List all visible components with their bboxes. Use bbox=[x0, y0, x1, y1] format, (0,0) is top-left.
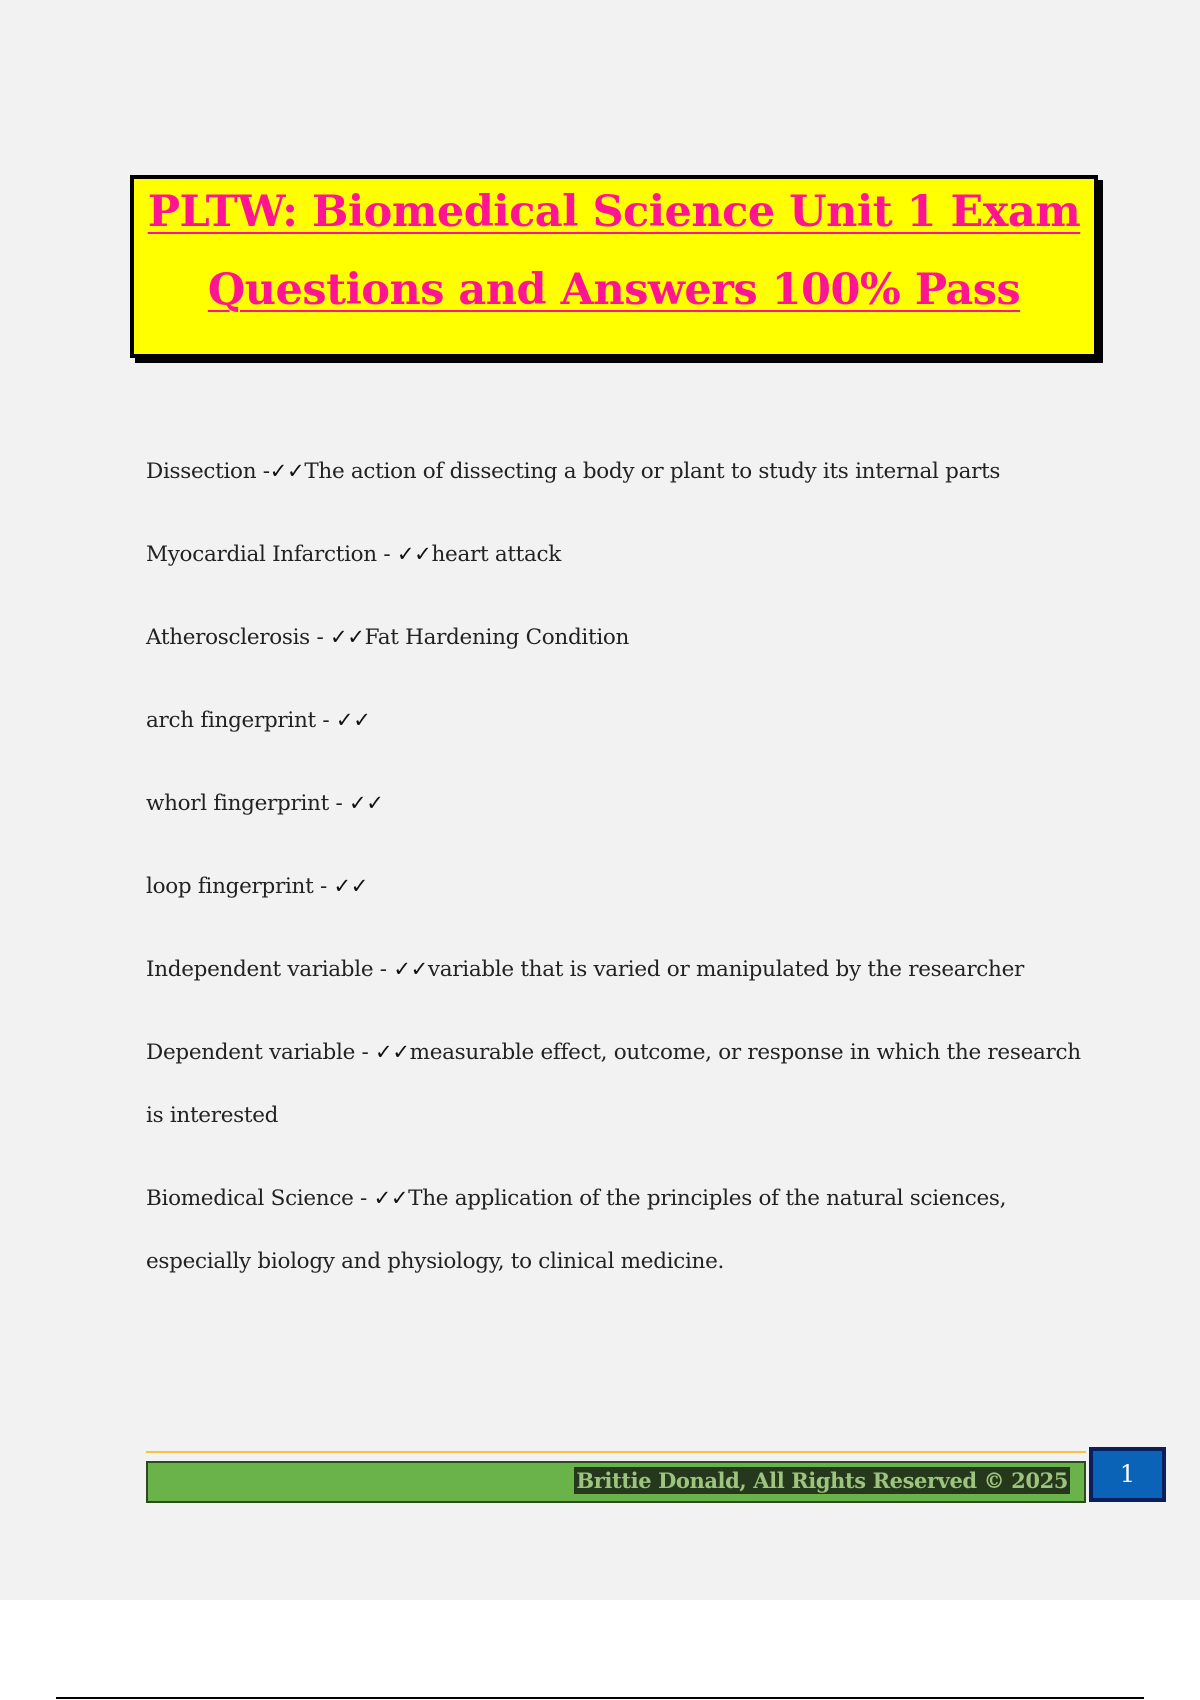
qa-definition: The application of the principles of the natural sciences, especially biology and physiology, to clinical medicine. bbox=[146, 1186, 1007, 1274]
checkmark-icon: ✓✓ bbox=[375, 1040, 410, 1064]
qa-term: Independent variable - bbox=[146, 957, 394, 982]
qa-definition: measurable effect, outcome, or response in which the research is interested bbox=[146, 1040, 1081, 1128]
copyright-text: Brittie Donald, All Rights Reserved © 2025 bbox=[576, 1468, 1068, 1493]
qa-term: Biomedical Science - bbox=[146, 1186, 374, 1211]
checkmark-icon: ✓✓ bbox=[348, 791, 384, 815]
qa-term: loop fingerprint - bbox=[146, 874, 334, 899]
qa-term: arch fingerprint - bbox=[146, 708, 336, 733]
qa-item-myocardial-infarction bbox=[146, 523, 1086, 586]
qa-term: Dissection - bbox=[146, 459, 270, 484]
qa-list bbox=[146, 440, 1086, 1313]
checkmark-icon: ✓✓ bbox=[335, 708, 371, 732]
page-number: 1 bbox=[1089, 1447, 1166, 1502]
qa-term: Dependent variable - bbox=[146, 1040, 376, 1065]
qa-definition: The action of dissecting a body or plant to study its internal parts bbox=[304, 459, 1001, 484]
title-box bbox=[130, 175, 1098, 358]
checkmark-icon: ✓✓ bbox=[373, 1186, 409, 1210]
qa-item-dependent-variable bbox=[146, 1021, 1086, 1147]
checkmark-icon: ✓✓ bbox=[396, 542, 432, 566]
checkmark-icon: ✓✓ bbox=[269, 459, 305, 483]
qa-item-loop-fingerprint bbox=[146, 855, 1086, 918]
qa-definition: variable that is varied or manipulated by the researcher bbox=[427, 957, 1024, 982]
qa-item-arch-fingerprint bbox=[146, 689, 1086, 752]
bottom-divider bbox=[56, 1697, 1144, 1699]
qa-term: Myocardial Infarction - bbox=[146, 542, 397, 567]
qa-term: Atherosclerosis - bbox=[146, 625, 330, 650]
qa-item-independent-variable bbox=[146, 938, 1086, 1001]
qa-item-whorl-fingerprint bbox=[146, 772, 1086, 835]
footer-bar bbox=[146, 1461, 1086, 1503]
checkmark-icon: ✓✓ bbox=[333, 874, 369, 898]
qa-item-atherosclerosis bbox=[146, 606, 1086, 669]
footer-divider bbox=[146, 1451, 1086, 1453]
title-line-1: PLTW: Biomedical Science Unit 1 Exam bbox=[147, 187, 1081, 237]
checkmark-icon: ✓✓ bbox=[329, 625, 365, 649]
qa-term: whorl fingerprint - bbox=[146, 791, 349, 816]
qa-item-dissection bbox=[146, 440, 1086, 503]
checkmark-icon: ✓✓ bbox=[393, 957, 428, 981]
title-line-2: Questions and Answers 100% Pass bbox=[207, 265, 1021, 315]
qa-definition: Fat Hardening Condition bbox=[364, 625, 630, 650]
qa-definition: heart attack bbox=[431, 542, 562, 567]
qa-item-biomedical-science bbox=[146, 1167, 1086, 1293]
